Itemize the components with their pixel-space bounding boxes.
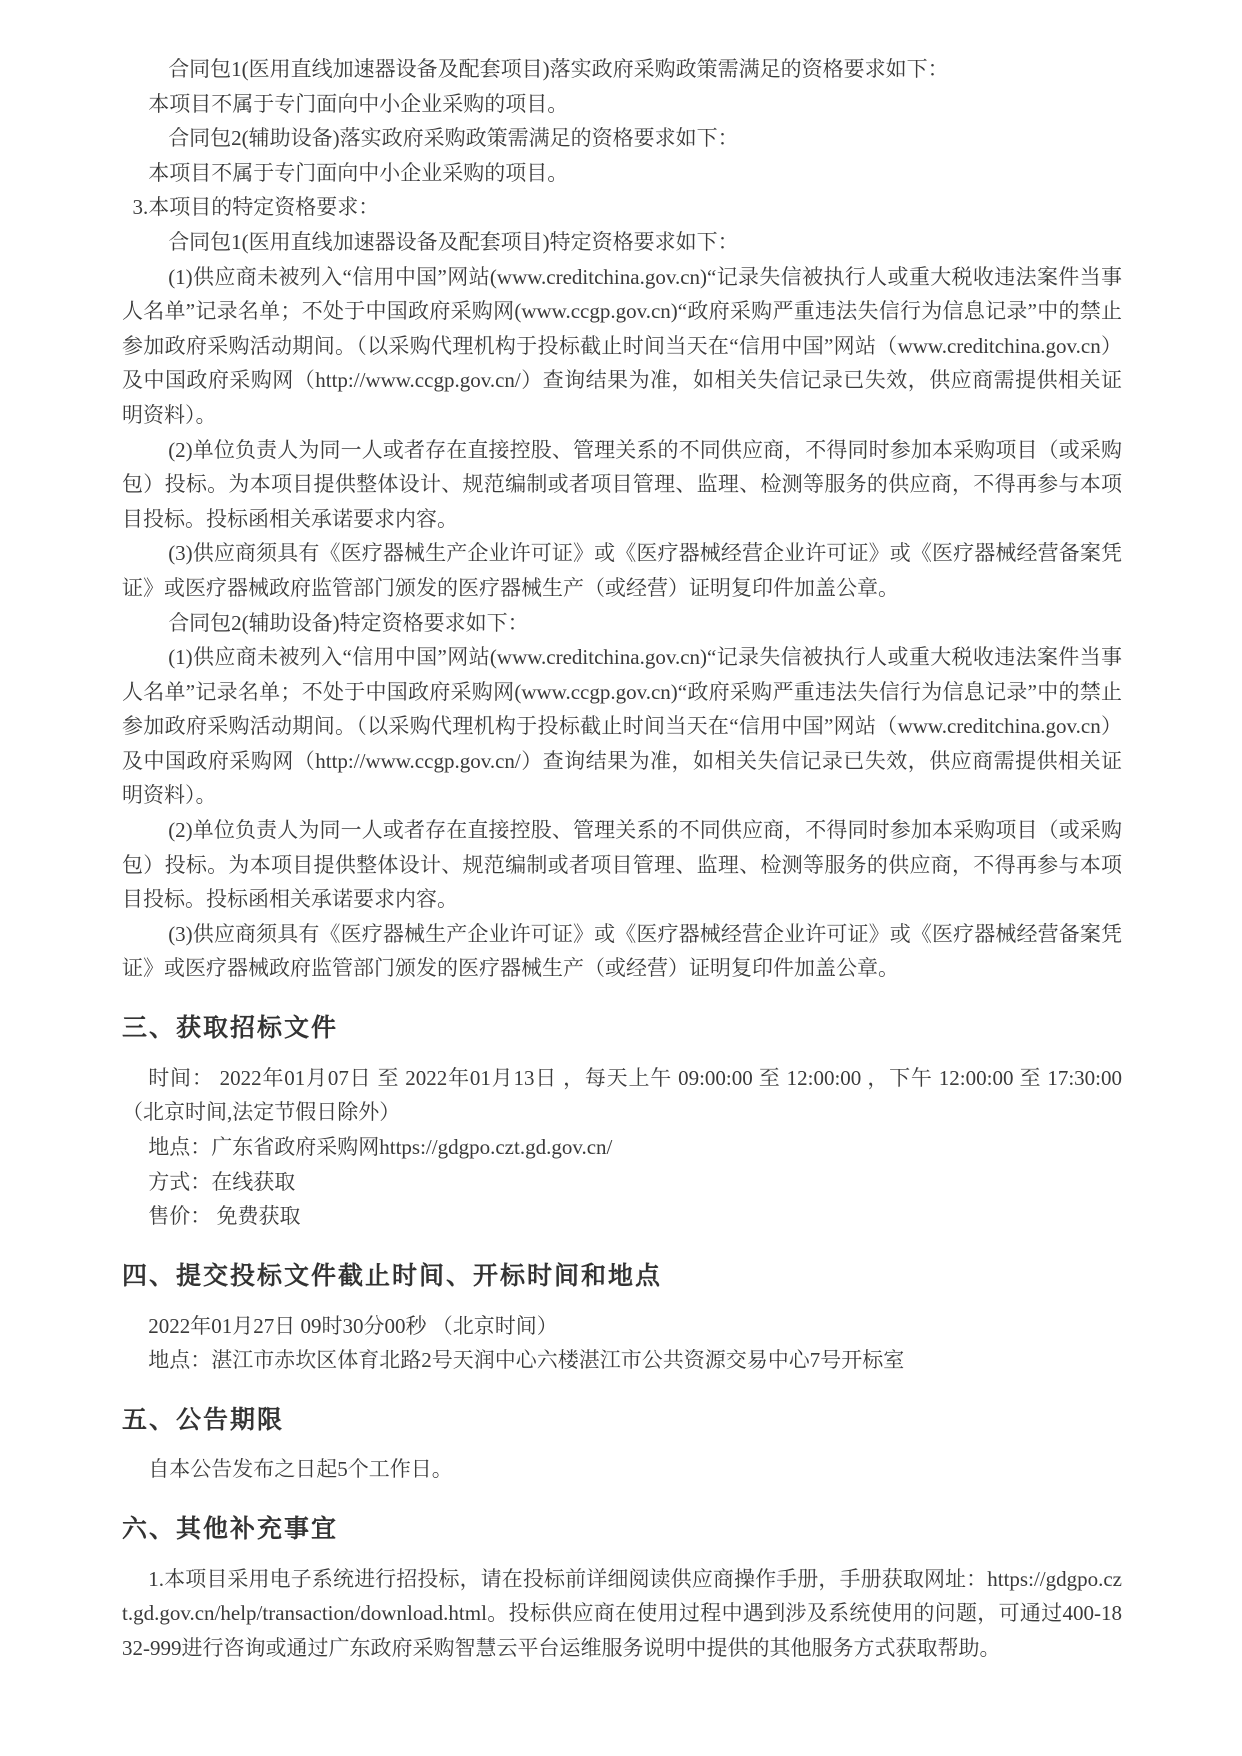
para-pkg1-not-sme: 本项目不属于专门面向中小企业采购的项目。: [148, 91, 569, 116]
item-3-specific-qualification: 3.本项目的特定资格要求：: [132, 195, 380, 220]
para-pkg1-req-3: (3)供应商须具有《医疗器械生产企业许可证》或《医疗器械经营企业许可证》或《医疗器械经营备案凭证》或医疗器械政府监管部门颁发的医疗器械生产（或经营）证明复印件加盖公章。: [122, 541, 1122, 600]
section-heading-deadline-open: 四、提交投标文件截止时间、开标时间和地点: [122, 1262, 663, 1290]
para-doc-location: 地点：广东省政府采购网https://gdgpo.czt.gd.gov.cn/: [148, 1134, 613, 1159]
document-body: [122, 52, 1122, 1666]
para-pkg2-req-2: (2)单位负责人为同一人或者存在直接控股、管理关系的不同供应商，不得同时参加本采购项目（或采购包）投标。为本项目提供整体设计、规范编制或者项目管理、监理、检测等服务的供应商，不得再参与本项目投标。投标函相关承诺要求内容。: [122, 818, 1122, 912]
para-pkg1-req-2: (2)单位负责人为同一人或者存在直接控股、管理关系的不同供应商，不得同时参加本采购项目（或采购包）投标。为本项目提供整体设计、规范编制或者项目管理、监理、检测等服务的供应商，不得再参与本项目投标。投标函相关承诺要求内容。: [122, 437, 1122, 531]
para-open-location: 地点：湛江市赤坎区体育北路2号天润中心六楼湛江市公共资源交易中心7号开标室: [148, 1348, 905, 1373]
para-pkg1-policy-requirement: 合同包1(医用直线加速器设备及配套项目)落实政府采购政策需满足的资格要求如下：: [168, 57, 949, 81]
para-pkg2-specific-intro: 合同包2(辅助设备)特定资格要求如下：: [168, 610, 529, 635]
para-doc-time: 时间： 2022年01月07日 至 2022年01月13日 ，每天上午 09:00:00 至 12:00:00 ，下午 12:00:00 至 17:30:00 （北京时间,法定节假日除外）: [122, 1065, 1122, 1125]
para-doc-method: 方式：在线获取: [148, 1169, 296, 1194]
section-heading-other-matters: 六、其他补充事宜: [122, 1516, 339, 1544]
para-pkg2-not-sme: 本项目不属于专门面向中小企业采购的项目。: [148, 160, 569, 185]
para-pkg2-policy-requirement: 合同包2(辅助设备)落实政府采购政策需满足的资格要求如下：: [168, 126, 739, 151]
para-doc-price: 售价： 免费获取: [148, 1204, 301, 1229]
para-open-time: 2022年01月27日 09时30分00秒 （北京时间）: [148, 1313, 558, 1338]
para-pkg2-req-3: (3)供应商须具有《医疗器械生产企业许可证》或《医疗器械经营企业许可证》或《医疗器械经营备案凭证》或医疗器械政府监管部门颁发的医疗器械生产（或经营）证明复印件加盖公章。: [122, 921, 1122, 981]
para-pkg1-specific-intro: 合同包1(医用直线加速器设备及配套项目)特定资格要求如下：: [168, 229, 739, 254]
para-announcement-period: 自本公告发布之日起5个工作日。: [148, 1457, 453, 1482]
para-pkg1-req-1: (1)供应商未被列入“信用中国”网站(www.creditchina.gov.cn)“记录失信被执行人或重大税收违法案件当事人名单”记录名单；不处于中国政府采购网(www.ccgp.gov.cn)“政府采购严重违法失信行为信息记录”中的禁止参加政府采购活动期间。（以采购代理机构于投标截止时间当天在“信用中国”网站（www.creditchina.gov.cn）及中国政府采购网（http://www.ccgp.gov.cn/）查询结果为准，如相关失信记录已失效，供应商需提供相关证明资料）。: [122, 264, 1122, 427]
section-heading-get-documents: 三、获取招标文件: [122, 1015, 339, 1043]
para-other-notes: 1.本项目采用电子系统进行招投标，请在投标前详细阅读供应商操作手册，手册获取网址：https://gdgpo.czt.gd.gov.cn/help/transaction/download.html。投标供应商在使用过程中遇到涉及系统使用的问题，可通过400-1832-999进行咨询或通过广东政府采购智慧云平台运维服务说明中提供的其他服务方式获取帮助。: [122, 1566, 1122, 1660]
para-pkg2-req-1: (1)供应商未被列入“信用中国”网站(www.creditchina.gov.cn)“记录失信被执行人或重大税收违法案件当事人名单”记录名单；不处于中国政府采购网(www.ccgp.gov.cn)“政府采购严重违法失信行为信息记录”中的禁止参加政府采购活动期间。（以采购代理机构于投标截止时间当天在“信用中国”网站（www.creditchina.gov.cn）及中国政府采购网（http://www.ccgp.gov.cn/）查询结果为准，如相关失信记录已失效，供应商需提供相关证明资料）。: [122, 645, 1122, 808]
section-heading-announcement-period: 五、公告期限: [122, 1406, 285, 1434]
